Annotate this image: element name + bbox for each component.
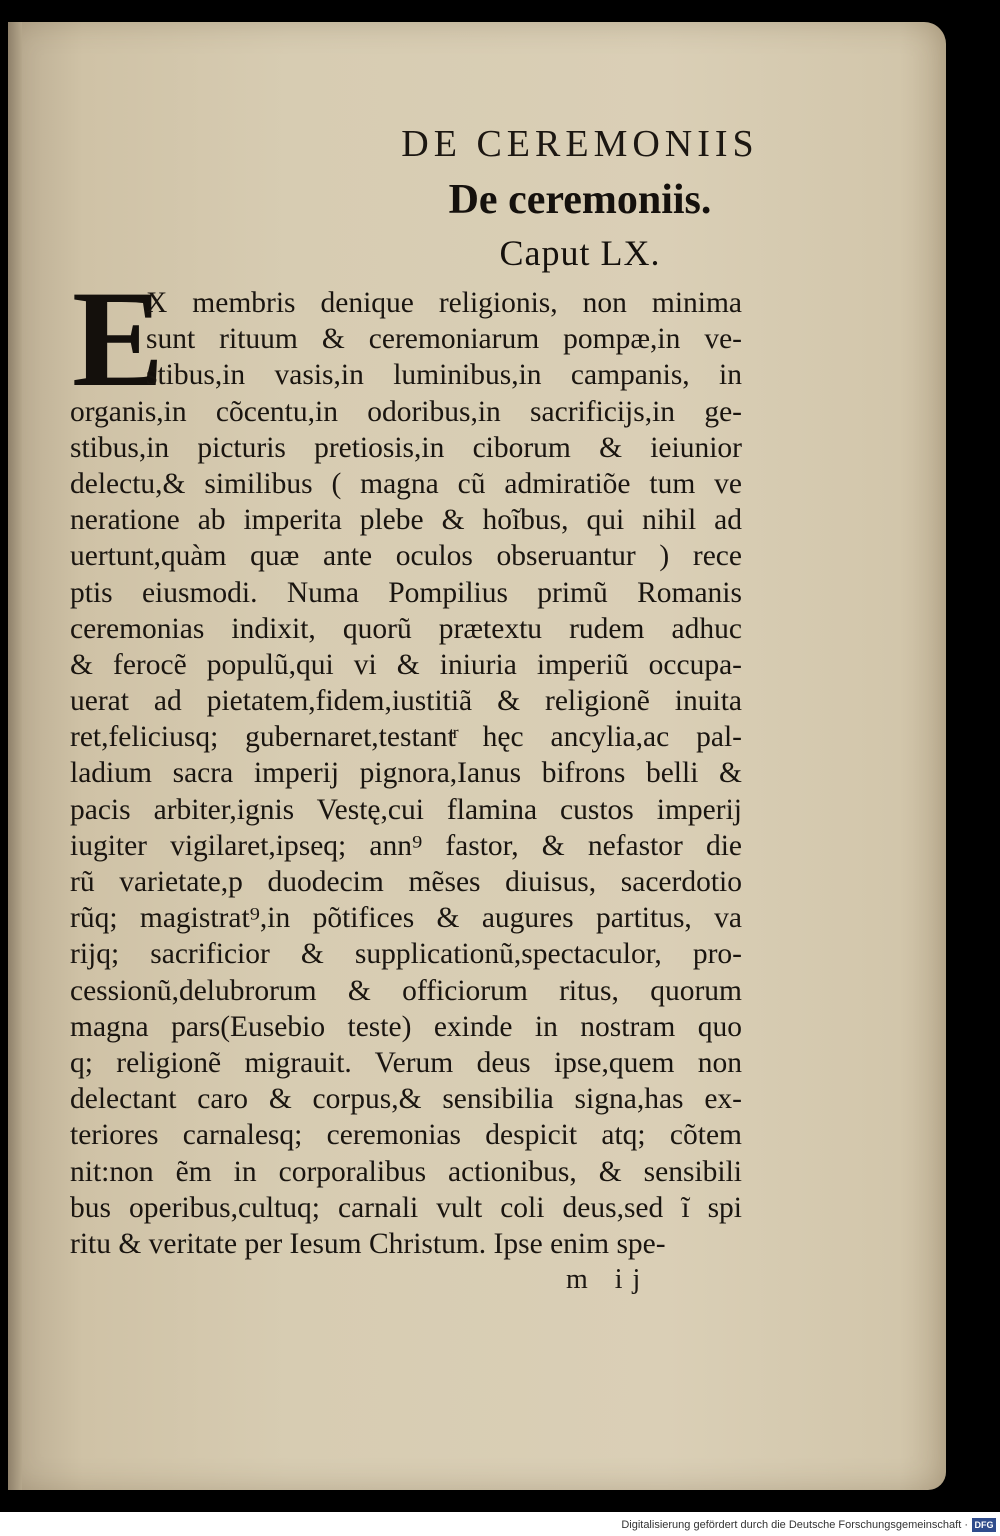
text-line: & ferocẽ populũ,qui vi & iniuria imperiũ occupa- (70, 648, 742, 681)
text-line: ceremonias indixit, quorũ prætextu rudem adhuc (70, 612, 742, 645)
drop-cap-initial: E (72, 262, 165, 415)
text-line: stibus,in vasis,in luminibus,in campanis, in (146, 359, 742, 392)
footer-bar (0, 1512, 1000, 1536)
text-line: X membris denique religionis, non minima (146, 287, 742, 319)
text-line: rũq; magistrat⁹,in põtifices & augures partitus, va (70, 902, 742, 935)
text-line: bus operibus,cultuq; carnali vult coli deus,sed ĩ spi (70, 1191, 742, 1224)
text-line: delectant caro & corpus,& sensibilia signa,has ex- (70, 1083, 742, 1116)
text-line: uerat ad pietatem,fidem,iustitiã & religionẽ inuita (70, 685, 742, 718)
body-text (70, 285, 742, 1262)
text-line: ret,feliciusq; gubernaret,testantͬ hęc ancylia,ac pal- (70, 721, 742, 754)
text-line: rũ varietate,p duodecim mẽses diuisus, sacerdotio (70, 866, 742, 898)
text-line: neratione ab imperita plebe & hoĩbus, qui nihil ad (70, 504, 742, 537)
text-line: q; religionẽ migrauit. Verum deus ipse,quem non (70, 1046, 742, 1079)
running-head: DE CEREMONIIS (401, 123, 759, 165)
text-line: delectu,& similibus ( magna cũ admiratiõe tum ve (70, 467, 742, 500)
text-line: pacis arbiter,ignis Vestę,cui flamina custos imperij (70, 793, 742, 826)
footer-credit: Digitalisierung gefördert durch die Deutsche Forschungsgemeinschaft · (621, 1519, 968, 1531)
signature-mark: m ij (566, 1264, 651, 1295)
text-line: sunt rituum & ceremoniarum pompæ,in ve- (146, 323, 742, 356)
text-line: ptis eiusmodi. Numa Pompilius primũ Romanis (70, 576, 742, 609)
text-line: ladium sacra imperij pignora,Ianus bifrons belli & (70, 757, 742, 790)
text-line: iugiter vigilaret,ipseq; ann⁹ fastor, & nefastor die (70, 829, 742, 862)
chapter-number: Caput LX. (499, 233, 661, 273)
dfg-logo-icon: DFG (972, 1518, 996, 1532)
text-line: rijq; sacrificior & supplicationũ,spectaculor, pro- (70, 938, 742, 971)
text-line: ritu & veritate per Iesum Christum. Ipse enim spe- (70, 1227, 666, 1260)
text-line: cessionũ,delubrorum & officiorum ritus, quorum (70, 974, 742, 1007)
text-line: teriores carnalesq; ceremonias despicit atq; cõtem (70, 1119, 742, 1152)
text-line: magna pars(Eusebio teste) exinde in nostram quo (70, 1010, 742, 1043)
text-line: stibus,in picturis pretiosis,in ciborum & ieiunior (70, 431, 742, 464)
text-line: uertunt,quàm quæ ante oculos obseruantur ) rece (70, 540, 742, 573)
chapter-title: De ceremoniis. (448, 177, 712, 223)
text-line: organis,in cõcentu,in odoribus,in sacrificijs,in ge- (70, 395, 742, 428)
text-line: nit:non ẽm in corporalibus actionibus, & sensibili (70, 1155, 742, 1188)
